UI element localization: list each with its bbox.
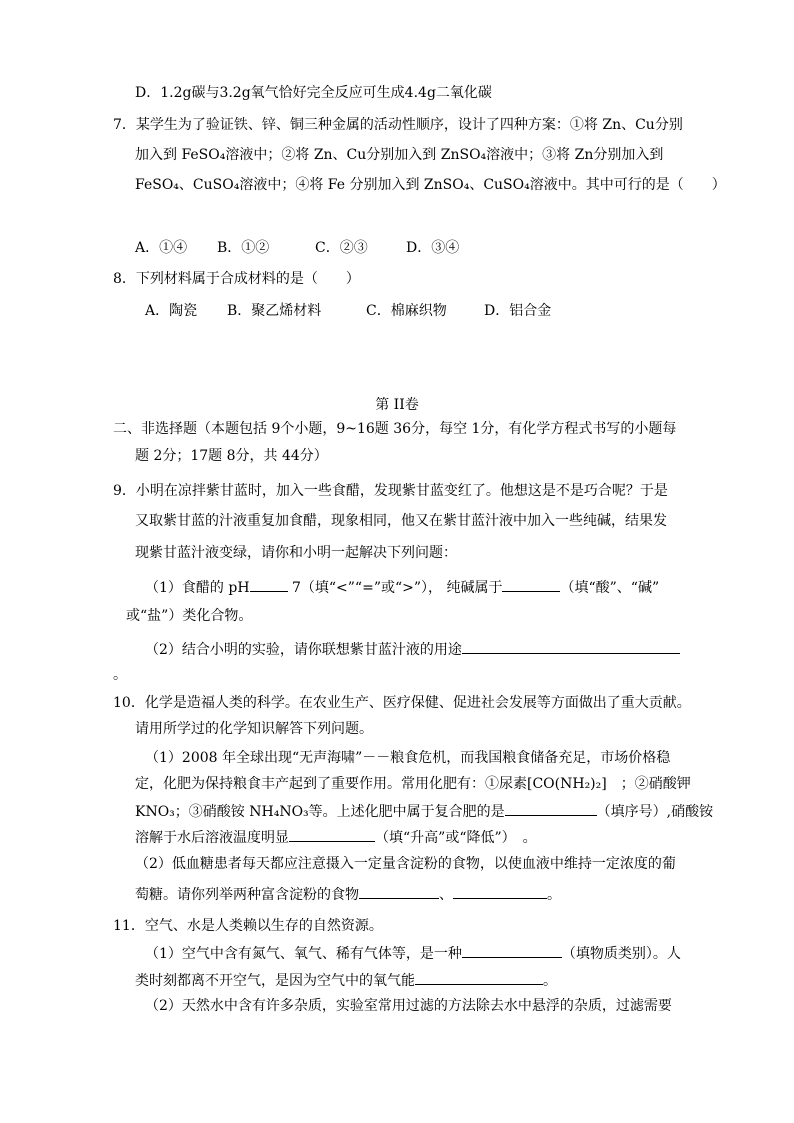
q10-part1-line3 bbox=[135, 801, 713, 821]
q10-stem-line2: 请用所学过的化学知识解答下列问题。 bbox=[135, 721, 373, 737]
q10-part2-line2 bbox=[135, 884, 561, 904]
q9-stem-line3: 现紫甘蓝汁液变绿，请你和小明一起解决下列问题： bbox=[135, 545, 457, 561]
q8-option-a: A．陶瓷 bbox=[145, 303, 198, 319]
q9-ph-blank[interactable] bbox=[250, 577, 288, 592]
q7-stem-line1: 7．某学生为了验证铁、锌、铜三种金属的活动性顺序，设计了四种方案：①将 Zn、Cu分别 bbox=[113, 117, 683, 133]
q10-part1-line4 bbox=[135, 827, 537, 847]
q9-part2-text: （2）结合小明的实验，请你联想紫甘蓝汁液的用途 bbox=[145, 642, 462, 658]
q10-separator: 、 bbox=[439, 887, 453, 903]
q11-substance-class-blank[interactable] bbox=[462, 943, 562, 958]
q11-part1-line1 bbox=[145, 943, 681, 963]
q9-part1-text-a: （1）食醋的 pH bbox=[145, 580, 250, 596]
q10-part1-line1: （1）2008 年全球出现“无声海啸”－－粮食危机，而我国粮食储备充足，市场价格稳 bbox=[145, 750, 671, 766]
q10-part2-end: 。 bbox=[547, 887, 561, 903]
q6-option-d: D．1.2g碳与3.2g氧气恰好完全反应可生成4.4g二氧化碳 bbox=[135, 85, 492, 101]
q8-stem: 8．下列材料属于合成材料的是（ ） bbox=[113, 271, 360, 287]
q11-oxygen-function-blank[interactable] bbox=[415, 970, 543, 985]
q10-part1-line4-text: 溶解于水后溶液温度明显 bbox=[135, 830, 289, 846]
section-header-line2: 题 2分；17题 8分，共 44分） bbox=[135, 448, 328, 464]
q9-stem-line2: 又取紫甘蓝的汁液重复加食醋，现象相同，他又在紫甘蓝汁液中加入一些纯碱，结果发 bbox=[135, 513, 667, 529]
q7-stem-line3: FeSO₄、CuSO₄溶液中；④将 Fe 分别加入到 ZnSO₄、CuSO₄溶液中。其中可行的是（ ） bbox=[135, 177, 726, 193]
q7-option-d: D．③④ bbox=[406, 240, 460, 256]
q10-part1-line3-text: KNO₃；③硝酸铵 NH₄NO₃等。上述化肥中属于复合肥的是 bbox=[135, 804, 505, 820]
q10-temperature-blank[interactable] bbox=[289, 827, 375, 842]
q7-stem-line2: 加入到 FeSO₄溶液中；②将 Zn、Cu分别加入到 ZnSO₄溶液中；③将 Zn分别加入到 bbox=[135, 147, 664, 163]
q11-stem: 11．空气、水是人类赖以生存的自然资源。 bbox=[113, 918, 383, 934]
q9-soda-class-blank[interactable] bbox=[502, 577, 560, 592]
section-header-line1: 二、非选择题（本题包括 9个小题，9~16题 36分，每空 1分，有化学方程式书写的小题每 bbox=[113, 421, 677, 437]
q9-part1-line1 bbox=[145, 577, 659, 597]
q10-compound-fertilizer-blank[interactable] bbox=[505, 801, 597, 816]
q7-option-a: A．①④ bbox=[135, 240, 188, 256]
q8-option-d: D．铝合金 bbox=[484, 303, 552, 319]
q10-part2-line2-text: 萄糖。请你列举两种富含淀粉的食物 bbox=[135, 887, 359, 903]
q11-part1-line2 bbox=[135, 970, 557, 990]
q10-part1-line4-text-b: （填“升高”或“降低”） 。 bbox=[375, 830, 537, 846]
q10-stem-line1: 10．化学是造福人类的科学。在农业生产、医疗保健、促进社会发展等方面做出了重大贡献。 bbox=[113, 695, 691, 711]
q10-part1-line2: 定，化肥为保持粮食丰产起到了重要作用。常用化肥有：①尿素[CO(NH₂)₂] ；②硝酸钾 bbox=[135, 776, 691, 792]
q7-option-b: B．①② bbox=[217, 240, 270, 256]
q9-part1-line2: 或“盐”）类化合物。 bbox=[126, 608, 253, 624]
q9-stem-line1: 9．小明在凉拌紫甘蓝时，加入一些食醋，发现紫甘蓝变红了。他想这是不是巧合呢？于是 bbox=[113, 483, 668, 499]
q9-part1-text-c: （填“酸”、“碱” bbox=[560, 580, 660, 596]
q9-part1-text-b: 7（填“<”“=”或“>”）， 纯碱属于 bbox=[287, 580, 503, 596]
q10-part2-line1: （2）低血糖患者每天都应注意摄入一定量含淀粉的食物，以使血液中维持一定浓度的葡 bbox=[135, 856, 676, 872]
q11-part1-line2-text: 类时刻都离不开空气，是因为空气中的氧气能 bbox=[135, 973, 415, 989]
q9-part2 bbox=[145, 639, 680, 659]
q11-part1-line1-text: （1）空气中含有氮气、氧气、稀有气体等，是一种 bbox=[145, 946, 462, 962]
q11-part1-line2-end: 。 bbox=[543, 973, 557, 989]
q8-option-b: B．聚乙烯材料 bbox=[227, 303, 322, 319]
q7-option-c: C．②③ bbox=[315, 240, 368, 256]
q8-option-c: C．棉麻织物 bbox=[366, 303, 447, 319]
q11-part2-line1: （2）天然水中含有许多杂质，实验室常用过滤的方法除去水中悬浮的杂质，过滤需要 bbox=[145, 998, 672, 1014]
q11-part1-line1-text-b: （填物质类别）。人 bbox=[561, 946, 681, 962]
q10-starch-food-blank-2[interactable] bbox=[453, 884, 547, 899]
q9-use-blank[interactable] bbox=[462, 639, 680, 654]
q9-part2-end: 。 bbox=[113, 667, 127, 683]
q10-part1-line3-text-b: （填序号）,硝酸铵 bbox=[596, 804, 714, 820]
section-title: 第 II卷 bbox=[375, 397, 419, 413]
q10-starch-food-blank-1[interactable] bbox=[359, 884, 439, 899]
